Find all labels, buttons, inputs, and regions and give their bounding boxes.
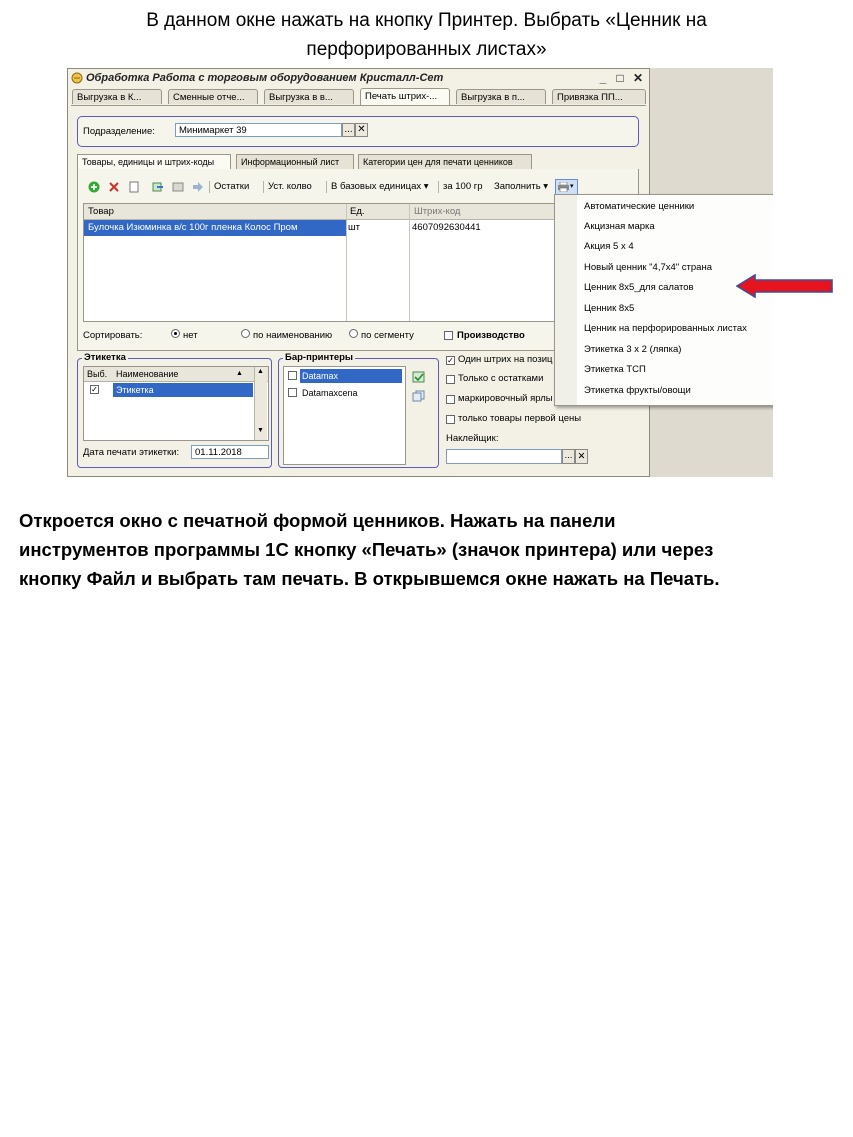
set-quantity-button[interactable]: Уст. колво [268,181,312,192]
print-date-label: Дата печати этикетки: [83,447,180,458]
table-row[interactable] [84,220,564,236]
menu-item-label-fruits[interactable]: Этикетка фрукты/овощи [584,385,691,396]
menu-item-auto-price-tags[interactable]: Автоматические ценники [584,201,695,212]
marking-label: маркировочный ярлы [458,393,553,404]
column-header-barcode[interactable]: Штрих-код [414,206,461,217]
first-price-checkbox[interactable] [446,415,455,424]
subdivision-group [77,116,639,147]
subdivision-clear-button[interactable]: ✕ [355,123,368,137]
barprinter-checkbox[interactable] [288,388,297,397]
print-date-field[interactable]: 01.11.2018 [191,445,269,459]
menu-gutter [555,195,577,405]
barprinters-list[interactable] [283,366,406,465]
select-icon[interactable] [152,181,164,193]
label-group-title: Этикетка [84,352,126,363]
toolbar-separator [438,181,439,193]
window-title: Обработка Работа с торговым оборудованием Кристалл-Сет [86,72,444,84]
document-icon[interactable] [128,181,140,193]
sort-none-label: нет [183,330,198,341]
tab-price-categories[interactable]: Категории цен для печати ценников [358,154,532,169]
with-stock-checkbox[interactable] [446,375,455,384]
instruction-top-line1: В данном окне нажать на кнопку Принтер. Выбрать «Ценник на [146,10,707,31]
instruction-top-line2: перфорированных листах» [306,39,547,60]
sticker-field[interactable] [446,449,562,464]
goods-table[interactable] [83,203,565,322]
stock-button[interactable]: Остатки [214,181,250,192]
table-icon[interactable] [172,181,184,193]
sort-label: Сортировать: [83,330,143,341]
pointer-arrow-icon [736,274,834,298]
first-price-label: только товары первой цены [458,413,582,424]
tab-export-v[interactable]: Выгрузка в в... [264,89,354,104]
instruction-bottom-line1: Откроется окно с печатной формой ценников. Нажать на панели [19,510,616,531]
delete-icon[interactable] [108,181,120,193]
one-code-checkbox[interactable]: ✓ [447,356,454,365]
with-stock-label: Только с остатками [458,373,544,384]
printer-button[interactable] [555,179,578,195]
label-table[interactable] [83,366,269,441]
sort-asc-icon: ▲ [236,370,243,377]
column-header-item[interactable]: Товар [88,206,114,217]
menu-item-label-tsp[interactable]: Этикетка ТСП [584,364,646,375]
barprinters-group [278,352,439,468]
sort-segment-label: по сегменту [361,330,414,341]
barprinter-item[interactable]: Datamax [300,369,402,383]
sort-segment-radio[interactable] [349,329,358,338]
goods-table-header [84,204,564,220]
toolbar-separator [326,181,327,193]
menu-item-tag-8x5[interactable]: Ценник 8х5 [584,303,635,314]
tab-binding-pp[interactable]: Привязка ПП... [552,89,646,104]
barprinter-checkbox[interactable] [288,371,297,380]
instruction-bottom [19,506,839,593]
label-group [77,352,272,468]
cell-unit: шт [348,222,360,233]
app-icon [71,72,83,84]
toolbar-separator [263,181,264,193]
column-header-unit[interactable]: Ед. [350,206,365,217]
sort-name-label: по наименованию [253,330,333,341]
instruction-bottom-line3: кнопку Файл и выбрать там печать. В открывшемся окне нажать на Печать. [19,568,720,589]
menu-item-perforated-sheets[interactable]: Ценник на перфорированных листах [584,323,747,334]
copy-icon[interactable] [412,390,425,402]
sticker-label: Наклейщик: [446,433,499,444]
subdivision-label: Подразделение: [83,126,155,137]
barprinters-title: Бар-принтеры [285,352,354,363]
arrow-right-icon[interactable] [192,181,204,193]
per-100g-button[interactable]: за 100 гр [443,181,483,192]
sort-none-radio[interactable] [171,329,180,338]
marking-checkbox[interactable] [446,395,455,404]
menu-item-excise-stamp[interactable]: Акцизная марка [584,221,655,232]
fill-button[interactable]: Заполнить ▾ [494,181,549,192]
tab-print-barcodes[interactable]: Печать штрих-... [360,88,450,105]
base-units-button[interactable]: В базовых единицах ▾ [331,181,429,192]
minimize-button[interactable]: _ [599,71,607,85]
label-row-checkbox[interactable]: ✓ [91,385,98,394]
printer-icon [558,182,569,192]
chevron-down-icon: ▾ [570,183,574,190]
menu-item-promo-5x4[interactable]: Акция 5 х 4 [584,241,634,252]
production-label: Производство [457,330,525,341]
label-table-scrollbar[interactable] [254,367,267,440]
screenshot [67,68,773,477]
sticker-clear-button[interactable]: ✕ [575,449,588,464]
print-form-menu [554,194,773,406]
tab-shift-reports[interactable]: Сменные отче... [168,89,258,104]
scroll-down-icon[interactable]: ▼ [257,427,264,434]
menu-item-new-tag-country[interactable]: Новый ценник "4,7х4" страна [584,262,712,273]
toolbar-separator [209,181,210,193]
tab-goods[interactable]: Товары, единицы и штрих-коды [77,154,231,169]
maximize-button[interactable]: □ [616,71,624,85]
instruction-top [60,6,793,64]
menu-item-label-3x2[interactable]: Этикетка 3 х 2 (ляпка) [584,344,682,355]
cell-barcode: 4607092630441 [412,222,481,233]
instruction-bottom-line2: инструментов программы 1С кнопку «Печать» (значок принтера) или через [19,539,714,560]
tab-export-k[interactable]: Выгрузка в К... [72,89,162,104]
subdivision-field[interactable]: Минимаркет 39 [175,123,342,137]
tab-info-sheet[interactable]: Информационный лист [236,154,354,169]
tab-export-p[interactable]: Выгрузка в п... [456,89,546,104]
label-table-header [84,367,268,382]
production-checkbox[interactable] [444,331,453,340]
sticker-pick-button[interactable]: ... [562,449,575,464]
add-icon[interactable] [88,181,100,193]
column-header-name[interactable]: Наименование [116,369,179,379]
barprinter-item[interactable]: Datamaxcena [302,388,358,398]
column-header-select[interactable]: Выб. [87,369,108,379]
close-button[interactable]: ✕ [632,71,644,85]
scroll-up-icon[interactable]: ▲ [257,368,264,375]
title-bar [68,69,649,87]
cell-item: Булочка Изюминка в/с 100г пленка Колос Пром [84,220,346,236]
label-row-name[interactable]: Этикетка [113,383,253,397]
sort-name-radio[interactable] [241,329,250,338]
subdivision-pick-button[interactable]: ... [342,123,355,137]
menu-item-tag-8x5-salads[interactable]: Ценник 8х5_для салатов [584,282,694,293]
check-icon[interactable] [412,371,425,383]
one-code-label: Один штрих на позиц [458,354,553,365]
